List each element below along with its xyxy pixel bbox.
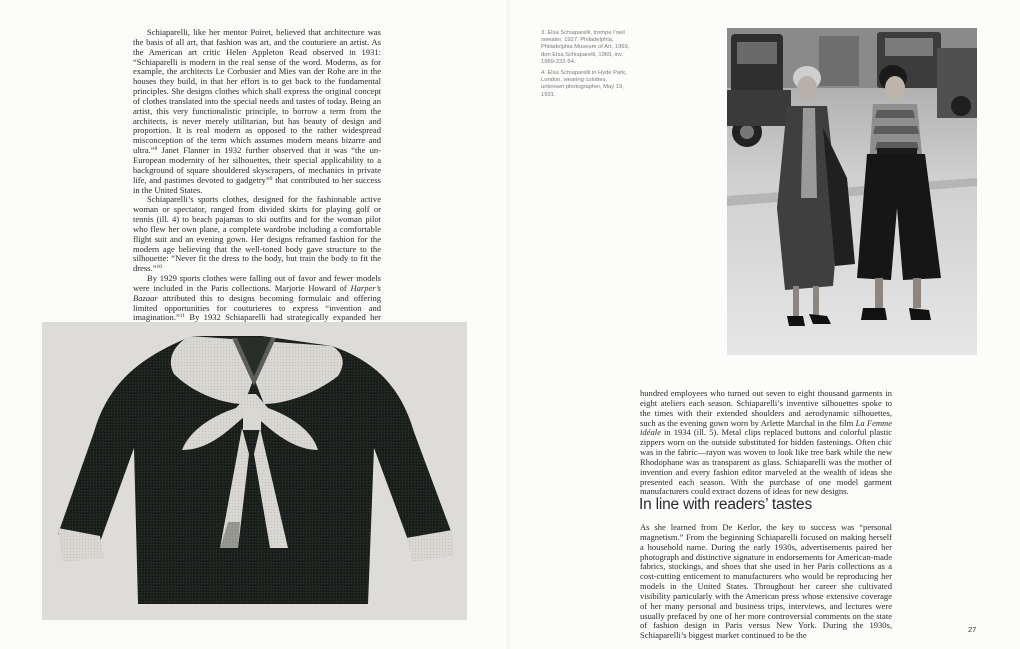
footnote-ref: 11	[179, 313, 186, 320]
right-text-column-top	[640, 388, 892, 497]
footnote-ref: 9	[269, 175, 273, 182]
image-captions	[541, 30, 631, 103]
sweater-photo	[42, 322, 467, 620]
right-text-column-bottom	[640, 522, 892, 641]
hyde-park-photo	[727, 28, 977, 355]
caption-3: 3. Elsa Schiaparelli, trompe l’oeil sweater, 1927. Philadelphia, Philadelphia Museum of Art, 1969, don Elsa Schiaparelli, 1969, inv. 1969-232-54.	[541, 30, 630, 65]
section-heading: In line with readers’ tastes	[639, 496, 813, 513]
paragraph: hundred employees who turned out seven to eight thousand garments in eight ateliers each season. Schiaparelli’s inventive silhouettes spoke to the times with their extended shoulders and aerodynamic silhouettes, such as the evening gown worn by Arlette Marchal in the film La Femme idéale in 1934 (ill. 5). Metal clips replaced buttons and colorful plastic zippers worn on the outside substituted for hidden fastenings. Often chic was in the fabric—rayon was woven to look like tree bark while the new Rhodophane was as transparent as glass. Schiaparelli was the mother of invention and every fashion editor marveled at the wealth of ideas she presented each season. With the purchase of one model garment manufacturers could extract dozens of ideas for new designs.	[640, 388, 892, 497]
page-number: 27	[968, 625, 977, 634]
paragraph: By 1929 sports clothes were falling out of favor and fewer models were included in the Paris collections. Marjorie Howard of Harper’s Bazaar attributed this to designs becoming formulaic and offering limited opportunities for couturieres to express “invention and imagination.”$^{11}$ By 1932 Schiaparelli had strategically expanded her	[133, 273, 381, 323]
left-text-column	[133, 27, 382, 323]
book-gutter	[507, 0, 513, 649]
paragraph: Schiaparelli’s sports clothes, designed for the fashionable active woman or spectator, ranged from divided skirts for playing golf or tennis (ill. 4) to beach pajamas to ski outfits and for the woman pilot who flew her own plane, a complete wardrobe including a comfortable flight suit and an evening gown. Her designs reframed fashion for the modern age believing that the well-toned body gave structure to the silhouette: “Never fit the dress to the body, but train the body to fit the dress.”$^{10}$	[133, 194, 381, 274]
paragraph: As she learned from De Kerlor, the key to success was “personal magnetism.” From the beginning Schiaparelli focused on making herself a household name. During the early 1930s, advertisements paired her photograph and distinctive signature in endorsements for American-made fabrics, stockings, and shoes that she used in her Paris collections as a cost-cutting enticement to manufacturers who would be reproducing her models in the United States. Throughout her career she cultivated visibility particularly with the American press whose extensive coverage of her many personal and business trips, interviews, and lectures were usually prefaced by one of her more controversial comments on the state of fashion design in Paris versus New York. During the 1930s, Schiaparelli’s biggest market continued to be the	[640, 522, 892, 641]
footnote-ref: 8	[154, 146, 158, 153]
paragraph: Schiaparelli, like her mentor Poiret, believed that architecture was the basis of all art, that fashion was art, and the couturiere an artist. As the American art critic Helen Appleton Read observed in 1931: “Schiaparelli is modern in the real sense of the word. Moderns, as for example, the architects Le Corbusier and Mies van der Rohe are in the houses they build, in that her effort is to get back to the fundamental principles. She designs clothes which shall express the original concept of clothes translated into the special needs and tastes of today. Being an artist, this very functionalistic principle, to borrow a term from the architects, is never merely utilitarian, but has beauty of design and proportion. It is real modern as opposed to the rather widespread misconception of the term which assumes modern means bizarre and ultra.”$^8$ Janet Flanner in 1932 further observed that it was “the un-European modernity of her silhouettes, their special applicability to a background of square shouldered skyscrapers, of mechanics in private life, and pastimes devoted to gadgetry”$^9$ that contributed to her success in the United States.	[133, 27, 382, 195]
footnote-ref: 10	[156, 264, 162, 271]
caption-4: 4. Elsa Schiaparelli in Hyde Park, London, wearing culottes, unknown photographer, May 19, 1931.	[541, 70, 627, 98]
